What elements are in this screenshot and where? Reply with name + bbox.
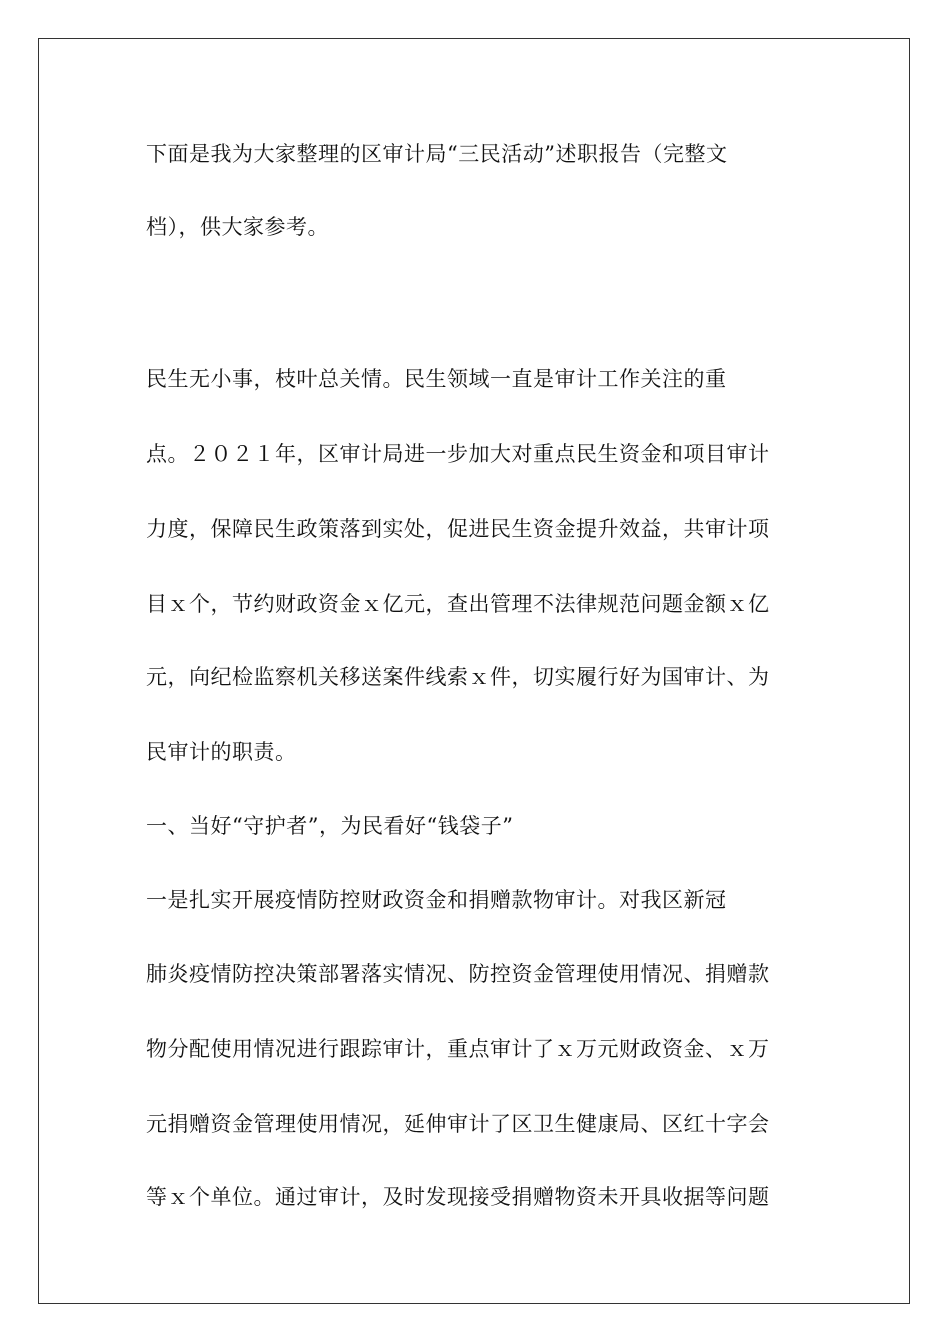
body-line-3: 力度，保障民生政策落到实处，促进民生资金提升效益，共审计项 xyxy=(146,517,770,541)
body-line-10: 物分配使用情况进行跟踪审计，重点审计了ｘ万元财政资金、ｘ万 xyxy=(146,1037,770,1061)
body-line-12: 等ｘ个单位。通过审计，及时发现接受捐赠物资未开具收据等问题 xyxy=(146,1185,770,1209)
intro-line-1: 下面是我为大家整理的区审计局“三民活动”述职报告（完整文 xyxy=(146,142,728,166)
body-line-11: 元捐赠资金管理使用情况，延伸审计了区卫生健康局、区红十字会 xyxy=(146,1112,770,1136)
body-line-4: 目ｘ个，节约财政资金ｘ亿元，查出管理不法律规范问题金额ｘ亿 xyxy=(146,592,770,616)
body-line-2: 点。２０２１年，区审计局进一步加大对重点民生资金和项目审计 xyxy=(146,442,770,466)
body-line-5: 元，向纪检监察机关移送案件线索ｘ件，切实履行好为国审计、为 xyxy=(146,665,770,689)
body-line-1: 民生无小事，枝叶总关情。民生领域一直是审计工作关注的重 xyxy=(146,367,727,391)
body-line-8: 一是扎实开展疫情防控财政资金和捐赠款物审计。对我区新冠 xyxy=(146,888,727,912)
intro-line-2: 档），供大家参考。 xyxy=(146,215,329,239)
section-heading-1: 一、当好“守护者”，为民看好“钱袋子” xyxy=(146,814,514,838)
body-line-6: 民审计的职责。 xyxy=(146,740,297,764)
body-line-9: 肺炎疫情防控决策部署落实情况、防控资金管理使用情况、捐赠款 xyxy=(146,962,770,986)
